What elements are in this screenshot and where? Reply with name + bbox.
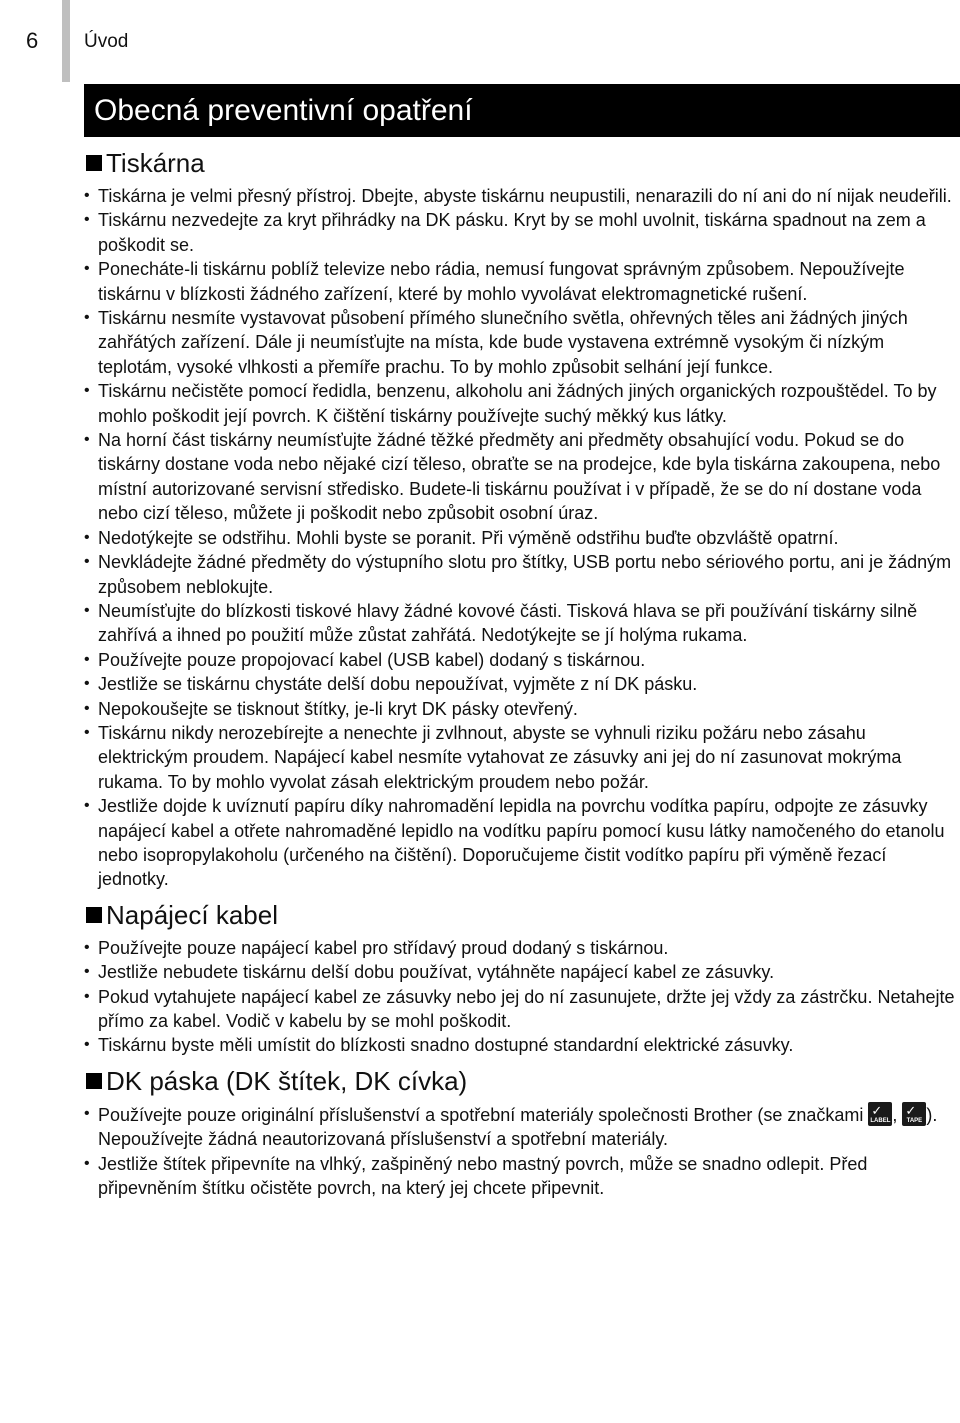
list-item: • Nepokoušejte se tisknout štítky, je-li kryt DK pásky otevřený. bbox=[84, 697, 960, 721]
item-text: , bbox=[892, 1104, 903, 1125]
bullet-list bbox=[84, 1102, 960, 1201]
dk-label-logo-icon bbox=[868, 1102, 892, 1126]
list-item: • Tiskárna je velmi přesný přístroj. Dbejte, abyste tiskárnu neupustili, nenarazili do ní ani do ní nijak neudeřili. bbox=[84, 184, 960, 208]
list-item: • Nedotýkejte se odstřihu. Mohli byste se poranit. Při výměně odstřihu buďte obzvláště opatrní. bbox=[84, 526, 960, 550]
list-item: • Jestliže dojde k uvíznutí papíru díky nahromadění lepidla na povrchu vodítka papíru, odpojte ze zásuvky napájecí kabel a otřete nahromaděné lepidlo na vodítku papíru pomocí kusu látky namočeného do etanolu nebo isopropylakoholu (určeného na čištění). Doporučujeme čistit vodítko papíru při výměně řezací jednotky. bbox=[84, 794, 960, 892]
list-item: • Používejte pouze napájecí kabel pro střídavý proud dodaný s tiskárnou. bbox=[84, 936, 960, 960]
section-heading bbox=[84, 900, 960, 930]
bullet-list bbox=[84, 184, 960, 892]
list-item: • Jestliže nebudete tiskárnu delší dobu používat, vytáhněte napájecí kabel ze zásuvky. bbox=[84, 960, 960, 984]
list-item: • Neumísťujte do blízkosti tiskové hlavy žádné kovové části. Tisková hlava se při používání tiskárny silně zahřívá a ihned po použití může zůstat zahřátá. Nedotýkejte se jí holýma rukama. bbox=[84, 599, 960, 648]
page-number: 6 bbox=[26, 28, 39, 53]
list-item: • Používejte pouze propojovací kabel (USB kabel) dodaný s tiskárnou. bbox=[84, 648, 960, 672]
list-item: • Tiskárnu nečistěte pomocí ředidla, benzenu, alkoholu ani žádných jiných organických rozpouštědel. To by mohlo poškodit její povrch. K čištění tiskárny používejte suchý měkký kus látky. bbox=[84, 379, 960, 428]
section-heading bbox=[84, 148, 960, 178]
section-heading-text: DK páska (DK štítek, DK cívka) bbox=[106, 1065, 468, 1096]
list-item: • Ponecháte-li tiskárnu poblíž televize nebo rádia, nemusí fungovat správným způsobem. Nepoužívejte tiskárnu v blízkosti žádného zařízení, které by mohlo vyvolávat elektromagnetické rušení. bbox=[84, 257, 960, 306]
dk-mark-glyph: ✓ bbox=[905, 1102, 917, 1118]
section-heading-text: Napájecí kabel bbox=[106, 899, 278, 930]
list-item: • Na horní část tiskárny neumísťujte žádné těžké předměty ani předměty obsahující vodu. Pokud se do tiskárny dostane voda nebo nějaké cizí těleso, obraťte se na prodejce, kde byla tiskárna zakoupena, nebo místní autorizované servisní středisko. Budete-li tiskárnu používat i v případě, že se do ní dostane voda nebo cizí těleso, můžete ji poškodit nebo způsobit osobní úraz. bbox=[84, 428, 960, 526]
section-napajeci-kabel bbox=[84, 900, 960, 1058]
list-item: • Jestliže se tiskárnu chystáte delší dobu nepoužívat, vyjměte z ní DK pásku. bbox=[84, 672, 960, 696]
list-item: • Tiskárnu nezvedejte za kryt přihrádky na DK pásku. Kryt by se mohl uvolnit, tiskárna spadnout na zem a poškodit se. bbox=[84, 208, 960, 257]
section-heading bbox=[84, 1066, 960, 1096]
list-item: • Tiskárnu nikdy nerozebírejte a nenechte ji zvlhnout, abyste se vyhnuli riziku požáru nebo zásahu elektrickým proudem. Napájecí kabel nesmíte vytahovat ze zásuvky ani jej do ní zasunovat mokrýma rukama. To by mohlo vyvolat zásah elektrickým proudem nebo požár. bbox=[84, 721, 960, 794]
dk-mark-glyph: ✓ bbox=[871, 1102, 883, 1118]
square-bullet-icon bbox=[86, 907, 102, 923]
item-text: ). Nepoužívejte žádná neautorizovaná příslušenství a spotřební materiály. bbox=[98, 1104, 938, 1150]
header-divider bbox=[62, 0, 70, 82]
square-bullet-icon bbox=[86, 1073, 102, 1089]
page-content bbox=[84, 148, 960, 1206]
section-tiskarna bbox=[84, 148, 960, 892]
section-dk-paska bbox=[84, 1066, 960, 1201]
list-item: • Jestliže štítek připevníte na vlhký, zašpiněný nebo mastný povrch, může se snadno odlepit. Před připevněním štítku očistěte povrch, na který jej chcete připevnit. bbox=[84, 1152, 960, 1201]
dk-mark-caption: LABEL bbox=[870, 1117, 891, 1124]
list-item: • Tiskárnu nesmíte vystavovat působení přímého slunečního světla, ohřevných těles ani žádných jiných zahřátých zařízení. Dále ji neumísťujte na místa, kde bude vystavena extrémně vysokým či nízkým teplotám, vysoké vlhkosti a přemíře prachu. To by mohlo způsobit selhání její funkce. bbox=[84, 306, 960, 379]
dk-mark-caption: TAPE bbox=[906, 1117, 923, 1124]
list-item: • Tiskárnu byste měli umístit do blízkosti snadno dostupné standardní elektrické zásuvky. bbox=[84, 1033, 960, 1057]
list-item: • Nevkládejte žádné předměty do výstupního slotu pro štítky, USB portu nebo sériového portu, ani je žádným způsobem neblokujte. bbox=[84, 550, 960, 599]
bullet-list bbox=[84, 936, 960, 1058]
page-title: Obecná preventivní opatření bbox=[94, 94, 473, 127]
section-heading-text: Tiskárna bbox=[106, 148, 205, 178]
item-text: Používejte pouze originální příslušenství a spotřební materiály společnosti Brother (se značkami bbox=[98, 1104, 869, 1125]
list-item: • Pokud vytahujete napájecí kabel ze zásuvky nebo jej do ní zasunujete, držte jej vždy za zástrčku. Netahejte přímo za kabel. Vodič v kabelu by se mohl poškodit. bbox=[84, 985, 960, 1034]
square-bullet-icon bbox=[86, 155, 102, 171]
title-bar bbox=[84, 84, 960, 137]
chapter-name: Úvod bbox=[84, 31, 129, 52]
dk-tape-logo-icon bbox=[902, 1102, 926, 1126]
list-item bbox=[84, 1102, 960, 1152]
